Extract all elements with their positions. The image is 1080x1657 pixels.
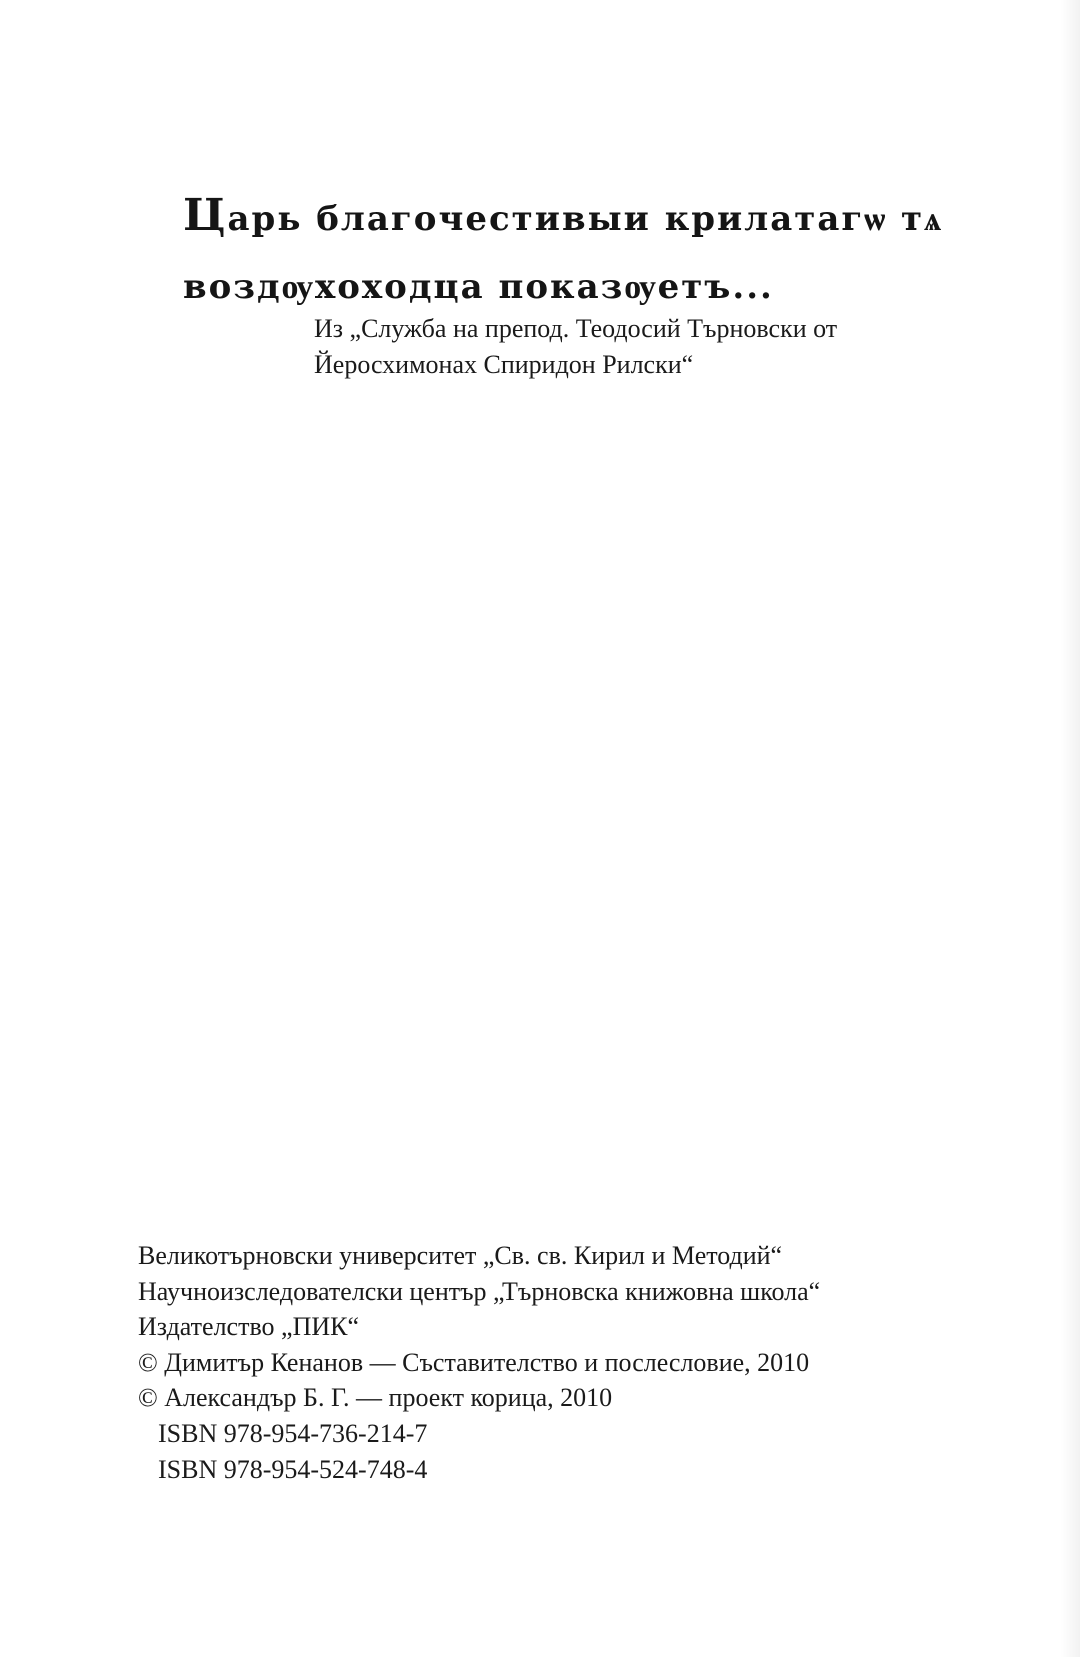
epigraph-line-2: воздѹхоходца показѹетъ...	[183, 267, 774, 307]
imprint-isbn-1: ISBN 978-954-736-214-7	[158, 1418, 428, 1448]
epigraph-line-1: Царь благочестивыи крилатагѡ тѧ	[183, 190, 944, 241]
epigraph	[183, 182, 943, 321]
page-edge-shadow	[1060, 0, 1080, 1657]
source-line-2: Йеросхимонах Спиридон Рилски“	[314, 350, 694, 379]
source-line-1: Из „Служба на препод. Теодосий Търновски от	[314, 314, 838, 343]
imprint-isbn-2: ISBN 978-954-524-748-4	[158, 1454, 428, 1484]
epigraph-source	[314, 311, 974, 383]
imprint-research-center: Научноизследователски център „Търновска книжовна школа“	[138, 1276, 821, 1306]
imprint-copyright-compiler: © Димитър Кенанов — Съставителство и послесловие, 2010	[138, 1347, 810, 1377]
imprint-copyright-cover: © Александър Б. Г. — проект корица, 2010	[138, 1383, 613, 1413]
imprint-publisher: Издателство „ПИК“	[138, 1312, 360, 1342]
imprint-university: Великотърновски университет „Св. св. Кирил и Методий“	[138, 1241, 783, 1270]
imprint-block	[138, 1238, 998, 1487]
